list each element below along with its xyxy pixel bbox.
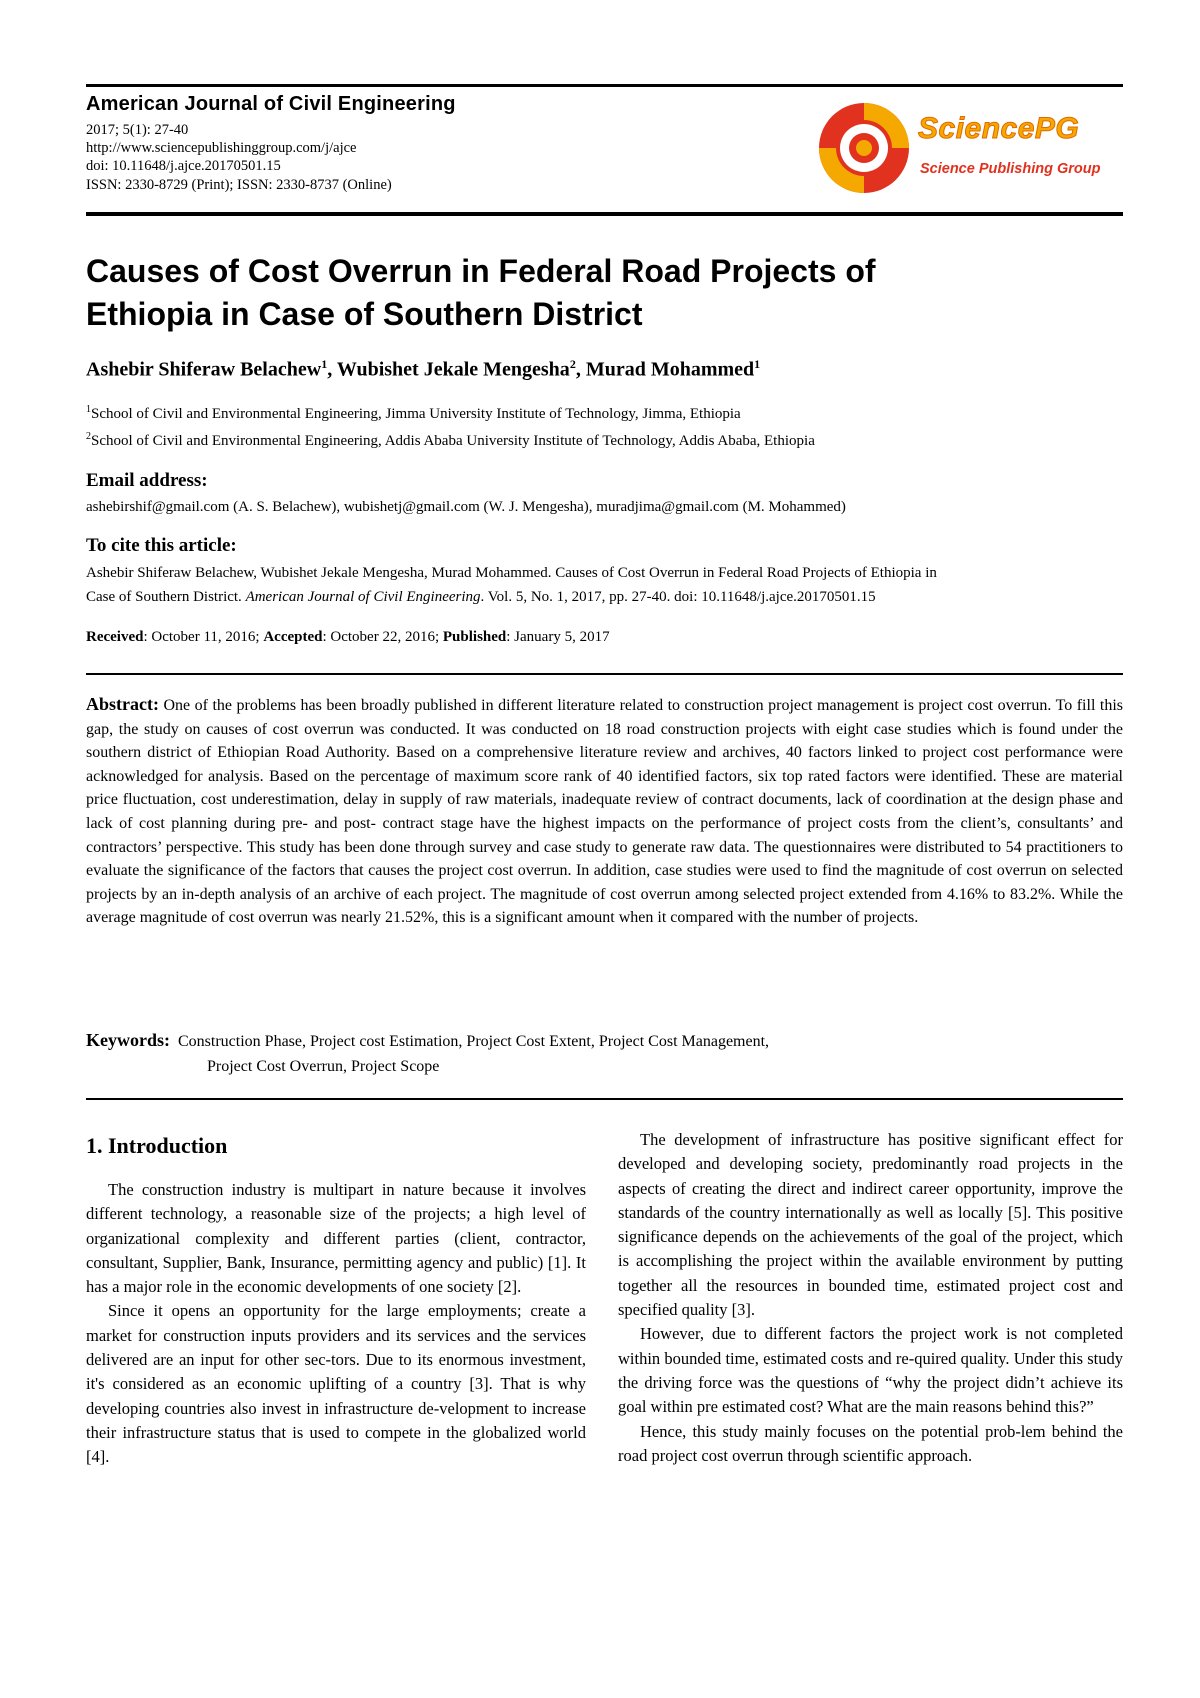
- author-list: [86, 357, 760, 382]
- published-date: : January 5, 2017: [506, 629, 610, 645]
- keywords-line-1: Construction Phase, Project cost Estimation, Project Cost Extent, Project Cost Management,: [178, 1033, 770, 1050]
- affiliation-1: [86, 404, 741, 423]
- author-1: Ashebir Shiferaw Belachew: [86, 358, 322, 381]
- affiliation-1-sup: 1: [86, 404, 91, 415]
- received-label: Received: [86, 629, 144, 645]
- logo-subtitle: Science Publishing Group: [920, 161, 1101, 177]
- intro-paragraph: The development of infrastructure has positive significant effect for developed and developing society, predominantly road projects in the aspects of creating the direct and indirect career opportunity, improve the standards of the country internationally as well as locally [5]. This positive significance depends on the achievements of the goal of the project, which is accomplishing the project within the available environment by putting together all the resources in bounded time, estimated project cost and specified quality [3].: [618, 1130, 1123, 1320]
- accepted-date: : October 22, 2016;: [322, 629, 443, 645]
- cite-line-2: [86, 585, 1126, 609]
- header-bottom-rule: [86, 212, 1123, 216]
- abstract-bottom-rule: [86, 1098, 1123, 1100]
- affiliation-2-text: School of Civil and Environmental Engineering, Addis Ababa University Institute of Technology, Addis Ababa, Ethiopia: [91, 433, 815, 449]
- email-addresses[interactable]: ashebirshif@gmail.com (A. S. Belachew), wubishetj@gmail.com (W. J. Mengesha), muradjima@gmail.com (M. Mohammed): [86, 499, 846, 515]
- published-label: Published: [442, 629, 507, 645]
- email-heading: Email address:: [86, 470, 208, 491]
- dates-line: [86, 625, 1126, 649]
- cite-heading: To cite this article:: [86, 535, 237, 556]
- affiliation-1-text: School of Civil and Environmental Engineering, Jimma University Institute of Technology, Jimma, Ethiopia: [91, 406, 741, 422]
- author-2-sup: 2: [569, 357, 576, 371]
- cite-line-2-b: . Vol. 5, No. 1, 2017, pp. 27-40. doi: 10.11648/j.ajce.20170501.15: [480, 589, 876, 605]
- section-heading-introduction: 1. Introduction: [86, 1133, 228, 1158]
- intro-paragraph: Since it opens an opportunity for the large employments; create a market for construction inputs providers and its services and the services delivered are an input for other sec-tors. Due to its enormous investment, it's considered as an economic uplifting of a country [3]. That is why developing countries also invest in infrastructure de-velopment to increase their infrastructure status that is used to compete in the globalized world [4].: [86, 1301, 586, 1467]
- journal-url[interactable]: http://www.sciencepublishinggroup.com/j/ajce: [86, 140, 357, 156]
- cite-journal: American Journal of Civil Engineering: [245, 589, 481, 605]
- author-2: Wubishet Jekale Mengesha: [336, 358, 570, 381]
- intro-paragraph: The construction industry is multipart in nature because it involves different technology, a reasonable size of the projects; a high level of organizational complexity and different parties (client, contractor, consultant, Supplier, Bank, Insurance, permitting agency and public) [1]. It has a major role in the economic developments of one society [2].: [86, 1180, 586, 1297]
- intro-left-column: [86, 1178, 586, 1470]
- keywords-line-2: Project Cost Overrun, Project Scope: [207, 1058, 440, 1075]
- top-rule: [86, 84, 1123, 87]
- cite-line-1: Ashebir Shiferaw Belachew, Wubishet Jekale Mengesha, Murad Mohammed. Causes of Cost Overrun in Federal Road Projects of Ethiopia in: [86, 565, 937, 581]
- doi-line[interactable]: doi: 10.11648/j.ajce.20170501.15: [86, 158, 281, 174]
- article-title: [86, 250, 1126, 336]
- author-sep: ,: [575, 358, 586, 381]
- intro-paragraph: Hence, this study mainly focuses on the potential prob-lem behind the road project cost overrun through scientific approach.: [618, 1421, 1123, 1465]
- received-date: : October 11, 2016;: [143, 629, 264, 645]
- abstract-top-rule: [86, 673, 1123, 675]
- affiliation-2: [86, 431, 815, 450]
- title-line-1: Causes of Cost Overrun in Federal Road Projects of: [86, 253, 876, 289]
- cite-line-2-a: Case of Southern District.: [86, 589, 246, 605]
- intro-paragraph: However, due to different factors the project work is not completed within bounded time, estimated costs and re-quired quality. Under this study the driving force was the questions of “why the project didn’t achieve its goal within pre estimated cost? What are the main reasons behind this?”: [618, 1324, 1123, 1417]
- author-3: Murad Mohammed: [585, 358, 755, 381]
- logo-wordmark: SciencePG: [918, 112, 1080, 145]
- volume-line: 2017; 5(1): 27-40: [86, 122, 189, 138]
- keywords: [86, 1028, 1123, 1079]
- author-3-sup: 1: [754, 357, 761, 371]
- abstract-label: Abstract:: [86, 694, 159, 714]
- intro-right-column: [618, 1128, 1123, 1468]
- accepted-label: Accepted: [263, 629, 323, 645]
- abstract-text: One of the problems has been broadly published in different literature related to construction project management is project cost overrun. To fill this gap, the study on causes of cost overrun was conducted. It was conducted on 18 road construction projects with eight case studies which is found under the southern district of Ethiopian Road Authority. Based on a comprehensive literature review and archives, 40 factors linked to project cost performance were acknowledged for analysis. Based on the percentage of maximum score rank of 40 identified factors, six top rated factors were identified. These are material price fluctuation, cost underestimation, delay in supply of raw materials, inadequate review of contract documents, lack of coordination at the design phase and lack of cost planning during pre- and post- contract stage have the highest impacts on the performance of project costs from the client’s, consultants’ and contractors’ perspective. This study has been done through survey and case study to generate raw data. The questionnaires were distributed to 54 practitioners to evaluate the significance of the factors that causes the project cost overrun. In addition, case studies were used to find the magnitude of cost overrun on selected projects by an in-depth analysis of an archive of each project. The magnitude of cost overrun among selected project extended from 4.16% to 83.2%. While the average magnitude of cost overrun was nearly 21.52%, this is a significant amount when it compared with the number of projects.: [86, 697, 1123, 927]
- journal-name: American Journal of Civil Engineering: [86, 93, 456, 115]
- abstract: [86, 693, 1123, 930]
- keywords-label: Keywords:: [86, 1030, 170, 1050]
- cite-text: [86, 561, 1126, 609]
- title-line-2: Ethiopia in Case of Southern District: [86, 296, 643, 332]
- affiliation-2-sup: 2: [86, 431, 91, 442]
- author-1-sup: 1: [321, 357, 328, 371]
- author-sep: ,: [327, 358, 337, 381]
- issn-line: ISSN: 2330-8729 (Print); ISSN: 2330-8737 (Online): [86, 177, 392, 193]
